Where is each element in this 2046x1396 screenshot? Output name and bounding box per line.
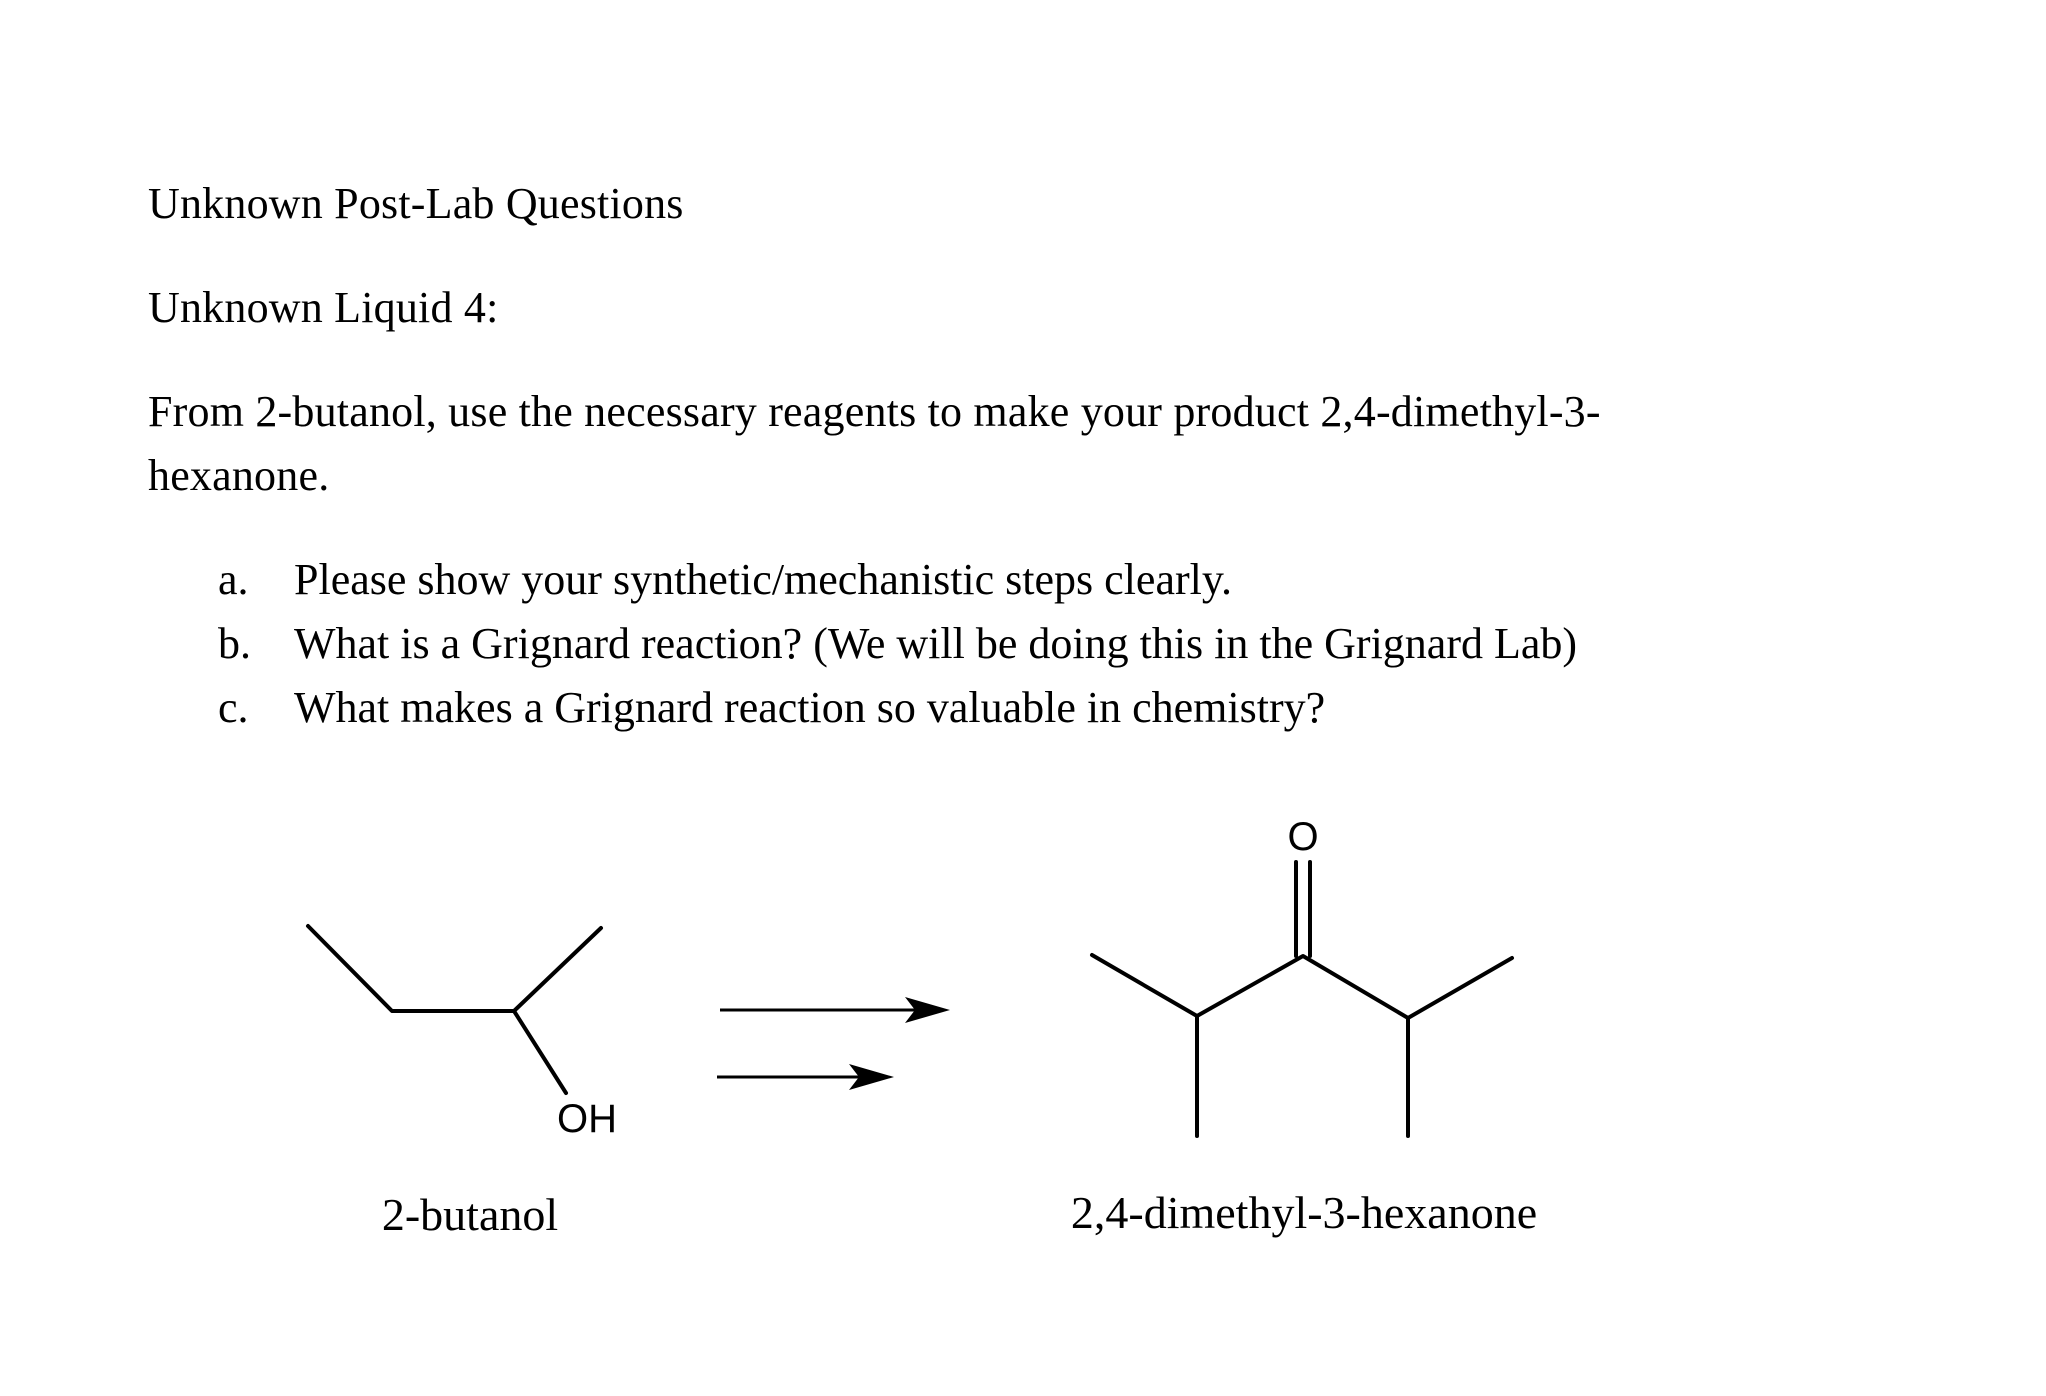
question-a-text: Please show your synthetic/mechanistic steps clearly. [294, 555, 1233, 604]
product-o-label: O [1287, 815, 1319, 859]
product-structure [1092, 862, 1512, 1136]
question-a-marker: a. [218, 555, 249, 604]
question-c-marker: c. [218, 683, 249, 732]
prompt-line-2: hexanone. [148, 451, 330, 500]
reaction-arrows [717, 997, 950, 1090]
document-title: Unknown Post-Lab Questions [148, 179, 684, 228]
unknown-liquid-heading: Unknown Liquid 4: [148, 283, 499, 332]
prompt-line-1: From 2-butanol, use the necessary reagents to make your product 2,4-dimethyl-3- [148, 387, 1601, 436]
product-caption: 2,4-dimethyl-3-hexanone [1070, 1187, 1538, 1238]
question-b-marker: b. [218, 619, 251, 668]
reactant-structure [308, 926, 601, 1093]
reactant-oh-bond [514, 1011, 566, 1093]
reactant-carbon-chain [308, 926, 601, 1011]
question-c-text: What makes a Grignard reaction so valuable in chemistry? [294, 683, 1326, 732]
question-b-text: What is a Grignard reaction? (We will be doing this in the Grignard Lab) [294, 619, 1578, 668]
reactant-caption: 2-butanol [381, 1189, 559, 1240]
product-carbon-chain [1092, 955, 1512, 1018]
reactant-oh-label: OH [557, 1097, 617, 1141]
